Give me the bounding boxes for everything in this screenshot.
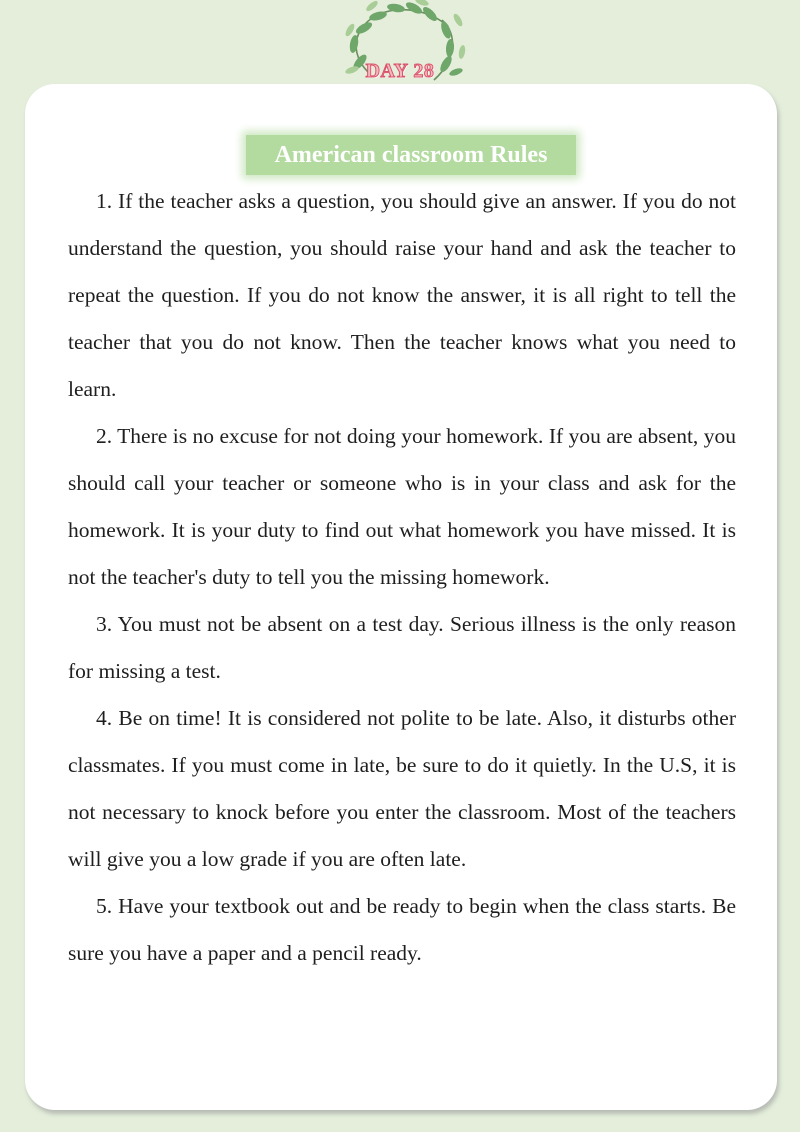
rule-paragraph-4: 4. Be on time! It is considered not polite to be late. Also, it disturbs other classmates. If you must come in late, be sure to do it quietly. In the U.S, it is not necessary to knock before you enter the classroom. Most of the teachers will give you a low grade if you are often late. [68,706,736,871]
rule-paragraph-1: 1. If the teacher asks a question, you should give an answer. If you do not understand the question, you should raise your hand and ask the teacher to repeat the question. If you do not know the answer, it is all right to tell the teacher that you do not know. Then the teacher knows what you need to learn. [68,189,736,401]
rule-paragraph-3: 3. You must not be absent on a test day. Serious illness is the only reason for missing a test. [68,612,736,683]
title-banner [246,135,576,175]
rules-body [68,178,736,977]
page-title: American classroom Rules [274,141,548,168]
day-label: DAY 28 [365,60,435,82]
rule-paragraph-5: 5. Have your textbook out and be ready to begin when the class starts. Be sure you have a paper and a pencil ready. [68,894,736,965]
rule-paragraph-2: 2. There is no excuse for not doing your homework. If you are absent, you should call your teacher or someone who is in your class and ask for the homework. It is your duty to find out what homework you have missed. It is not the teacher's duty to tell you the missing homework. [68,424,736,589]
